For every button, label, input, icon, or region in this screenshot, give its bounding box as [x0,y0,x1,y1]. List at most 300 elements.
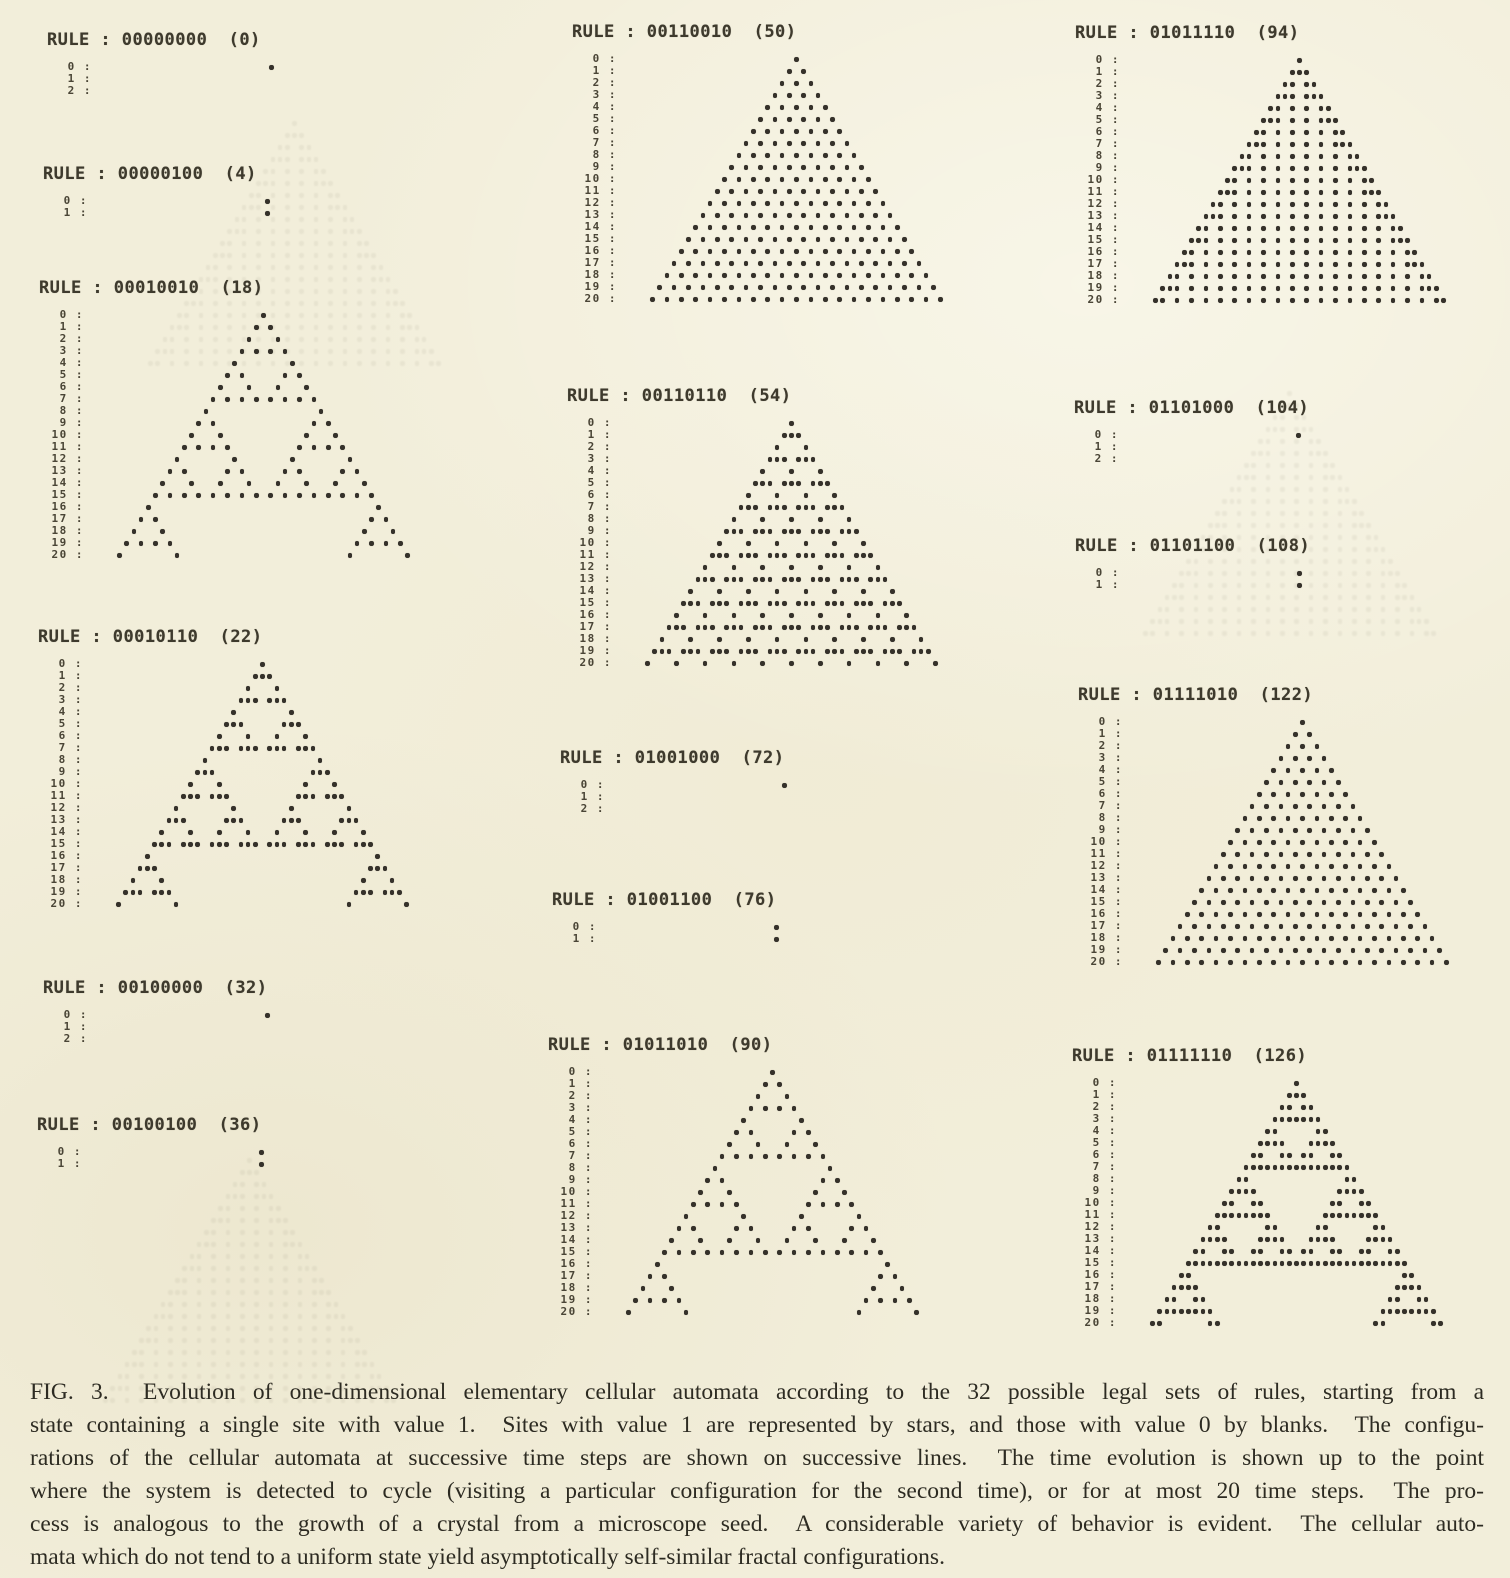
site-star [1276,286,1281,291]
site-star [789,421,794,426]
site-star [890,637,895,642]
site-star [304,481,309,486]
site-star [184,301,189,306]
row-index-label: 19 : [1084,1304,1117,1317]
site-star [1402,595,1407,600]
site-star [1355,154,1360,159]
site-star [1266,619,1271,624]
site-star [1293,756,1298,761]
site-star [246,734,251,739]
site-star [780,249,785,254]
rule-label: RULE : 00000100 (4) [43,164,257,184]
site-star [749,1226,754,1231]
site-star [242,301,247,306]
site-star [311,770,316,775]
site-star [698,1238,703,1243]
site-star [195,842,200,847]
site-star [1319,226,1324,231]
site-star [1266,439,1271,444]
site-star [888,213,893,218]
site-star [837,201,842,206]
site-star [1294,1081,1299,1086]
site-star [1359,1189,1364,1194]
site-star [139,1350,144,1355]
site-star [1379,900,1384,905]
site-star [268,493,273,498]
site-star [1319,94,1324,99]
site-star [1322,924,1327,929]
site-star [816,285,821,290]
site-star [139,1362,144,1367]
site-star [153,493,158,498]
site-star [794,105,799,110]
site-star [1261,154,1266,159]
site-star [211,1278,216,1283]
site-star [1294,451,1299,456]
site-star [148,361,153,366]
site-star [1362,214,1367,219]
row-index-label: 16 : [1084,1268,1117,1281]
site-star [852,297,857,302]
site-star [859,165,864,170]
site-star [328,313,333,318]
site-star [1333,262,1338,267]
site-star [196,493,201,498]
site-star [163,337,168,342]
site-star [868,625,873,630]
site-star [1376,202,1381,207]
site-star [1264,876,1269,881]
site-star [1294,523,1299,528]
site-star [780,273,785,278]
site-star [343,301,348,306]
site-star [1280,607,1285,612]
site-star [1401,936,1406,941]
site-star [796,481,801,486]
site-star [876,577,881,582]
site-star [299,265,304,270]
site-star [384,517,389,522]
site-star [1186,559,1191,564]
row-index-label: 4 : [568,1113,593,1126]
site-star [1337,1165,1342,1170]
site-star [1351,852,1356,857]
site-star [314,289,319,294]
site-star [1372,936,1377,941]
site-star [1158,619,1163,624]
site-star [254,397,259,402]
site-star [1257,816,1262,821]
site-star [1222,1213,1227,1218]
site-star [328,361,333,366]
site-star [1391,238,1396,243]
site-star [256,265,261,270]
site-star [816,189,821,194]
site-star [1330,1261,1335,1266]
site-star [849,1202,854,1207]
row-index-label: 3 : [592,88,617,101]
site-star [240,469,245,474]
site-star [1251,1261,1256,1266]
site-star [686,261,691,266]
site-star [796,505,801,510]
site-star [1264,804,1269,809]
site-star [1280,499,1285,504]
site-star [1294,619,1299,624]
site-star [197,1278,202,1283]
site-star [1336,852,1341,857]
site-star [698,1190,703,1195]
site-star [1315,888,1320,893]
site-star [1352,511,1357,516]
site-star [1405,274,1410,279]
site-star [1286,864,1291,869]
site-star [1431,1309,1436,1314]
site-star [1229,1249,1234,1254]
site-star [334,1314,339,1319]
site-star [275,830,280,835]
site-star [1374,535,1379,540]
site-star [226,1194,231,1199]
site-star [354,842,359,847]
site-star [1381,607,1386,612]
site-star [1266,523,1271,528]
site-star [837,153,842,158]
site-star [1294,427,1299,432]
site-star [1221,948,1226,953]
site-star [633,1298,638,1303]
site-star [816,117,821,122]
site-star [845,285,850,290]
site-star [813,1190,818,1195]
site-star [1373,1237,1378,1242]
site-star [132,1362,137,1367]
site-star [1229,1201,1234,1206]
site-star [1362,166,1367,171]
site-star [1215,1261,1220,1266]
site-star [211,445,216,450]
site-star [801,165,806,170]
site-star [739,601,744,606]
site-star [1330,475,1335,480]
site-star [765,249,770,254]
site-star [1366,1213,1371,1218]
site-star [737,201,742,206]
site-star [347,818,352,823]
site-star [765,201,770,206]
site-star [303,734,308,739]
site-star [758,285,763,290]
site-star [837,177,842,182]
site-star [283,397,288,402]
row-index-label: 20 : [1084,1316,1117,1329]
site-star [1158,607,1163,612]
site-star [357,313,362,318]
site-star [1336,948,1341,953]
row-index-label: 0 : [63,194,88,207]
site-star [665,273,670,278]
site-star [878,1250,883,1255]
site-star [259,1150,264,1155]
row-index-label: 2 : [592,76,617,89]
site-star [285,361,290,366]
site-star [175,1278,180,1283]
site-star [368,842,373,847]
site-star [792,1106,797,1111]
site-star [1352,607,1357,612]
site-star [254,1194,259,1199]
site-star [1171,960,1176,965]
site-star [696,649,701,654]
site-star [1293,948,1298,953]
site-star [292,121,297,126]
site-star [1358,888,1363,893]
site-star [1307,804,1312,809]
site-star [210,770,215,775]
site-star [1395,595,1400,600]
site-star [1150,1321,1155,1326]
site-star [727,1142,732,1147]
row-index-label: 0 : [1098,715,1123,728]
site-star [1330,1213,1335,1218]
site-star [235,217,240,222]
site-star [1322,804,1327,809]
site-star [1409,1273,1414,1278]
site-star [1232,250,1237,255]
site-star [1304,82,1309,87]
site-star [1402,1273,1407,1278]
site-star [823,153,828,158]
site-star [1338,571,1343,576]
site-star [145,866,150,871]
site-star [1257,840,1262,845]
site-star [717,541,722,546]
site-star [314,313,319,318]
site-star [868,601,873,606]
site-star [326,421,331,426]
site-star [830,237,835,242]
site-star [1366,595,1371,600]
site-star [1276,190,1281,195]
site-star [1276,262,1281,267]
site-star [1417,619,1422,624]
site-star [881,249,886,254]
site-star [1417,607,1422,612]
row-index-label: 17 : [584,256,617,269]
site-star [811,649,816,654]
site-star [1286,936,1291,941]
site-star [897,601,902,606]
site-star [1257,864,1262,869]
row-index-label: 18 : [1090,931,1123,944]
site-star [269,1194,274,1199]
site-star [1365,852,1370,857]
site-star [1373,1261,1378,1266]
site-star [693,225,698,230]
site-star [204,409,209,414]
site-star [775,541,780,546]
site-star [1373,1321,1378,1326]
site-star [1276,166,1281,171]
site-star [326,1350,331,1355]
site-star [847,529,852,534]
site-star [1280,451,1285,456]
row-index-label: 3 : [568,1101,593,1114]
site-star [1309,1153,1314,1158]
site-star [242,229,247,234]
site-star [1250,852,1255,857]
site-star [305,1266,310,1271]
site-star [285,217,290,222]
site-star [890,589,895,594]
site-star [809,153,814,158]
site-star [188,830,193,835]
site-star [1338,619,1343,624]
site-star [1280,1165,1285,1170]
site-star [763,1106,768,1111]
site-star [881,297,886,302]
site-star [361,878,366,883]
site-star [357,325,362,330]
site-star [1415,960,1420,965]
site-star [801,117,806,122]
site-star [1208,583,1213,588]
row-index-label: 5 : [1092,1136,1117,1149]
site-star [1424,1309,1429,1314]
site-star [1376,214,1381,219]
site-star [226,1326,231,1331]
site-star [226,1278,231,1283]
site-star [152,842,157,847]
site-star [1388,1309,1393,1314]
site-star [1359,511,1364,516]
site-star [131,878,136,883]
site-star [746,589,751,594]
site-star [842,1190,847,1195]
site-star [1247,262,1252,267]
site-star [710,625,715,630]
site-star [242,361,247,366]
site-star [298,1362,303,1367]
site-star [669,1286,674,1291]
site-star [361,890,366,895]
row-index-label: 8 : [568,1161,593,1174]
site-star [787,213,792,218]
site-star [1351,876,1356,881]
site-star [773,93,778,98]
site-star [782,783,787,788]
site-star [1322,780,1327,785]
site-star [1175,298,1180,303]
site-star [665,297,670,302]
site-star [343,325,348,330]
site-star [1290,214,1295,219]
site-star [794,153,799,158]
site-star [753,553,758,558]
site-star [1258,1165,1263,1170]
site-star [806,1250,811,1255]
site-star [155,349,160,354]
site-star [1395,1309,1400,1314]
site-star [1287,1249,1292,1254]
site-star [825,505,830,510]
site-star [1333,274,1338,279]
site-star [794,273,799,278]
site-star [1330,1201,1335,1206]
site-star [1232,274,1237,279]
site-star [269,1230,274,1235]
site-star [897,649,902,654]
site-star [861,637,866,642]
site-star [326,445,331,450]
site-star [1352,619,1357,624]
site-star [1293,852,1298,857]
site-star [1264,900,1269,905]
site-star [1315,816,1320,821]
site-star [852,225,857,230]
site-star [271,361,276,366]
site-star [1232,298,1237,303]
rule-label: RULE : 01101100 (108) [1075,536,1311,556]
site-star [1265,1237,1270,1242]
site-star [1247,286,1252,291]
row-index-label: 16 : [579,608,612,621]
site-star [174,818,179,823]
site-star [1279,924,1284,929]
site-star [400,349,405,354]
site-star [1218,262,1223,267]
site-star [404,902,409,907]
site-star [1235,924,1240,929]
site-star [837,249,842,254]
row-index-label: 5 : [1098,775,1123,788]
site-star [1366,559,1371,564]
caption-line: where the system is detected to cycle (visiting a particular configuration for the second time), or for at most 20 time steps. The pro- [30,1478,1484,1504]
site-star [861,601,866,606]
site-star [701,261,706,266]
site-star [242,325,247,330]
site-star [1265,1213,1270,1218]
site-star [299,361,304,366]
site-star [1323,1141,1328,1146]
site-star [1345,487,1350,492]
site-star [1204,250,1209,255]
caption-line: cess is analogous to the growth of a crystal from a microscope seed. A considerable variety of behavior is evident. The cellular auto- [30,1511,1484,1537]
site-star [1182,250,1187,255]
site-star [1316,1141,1321,1146]
site-star [197,1242,202,1247]
site-star [328,193,333,198]
site-star [1348,226,1353,231]
site-star [1402,1261,1407,1266]
site-star [177,325,182,330]
site-star [199,361,204,366]
site-star [835,1250,840,1255]
site-star [1307,924,1312,929]
site-star [763,1082,768,1087]
site-star [312,397,317,402]
site-star [1304,178,1309,183]
site-star [684,1310,689,1315]
site-star [811,553,816,558]
site-star [220,241,225,246]
site-star [1333,250,1338,255]
site-star [400,325,405,330]
site-star [722,225,727,230]
site-star [816,261,821,266]
site-star [1319,190,1324,195]
site-star [1243,888,1248,893]
